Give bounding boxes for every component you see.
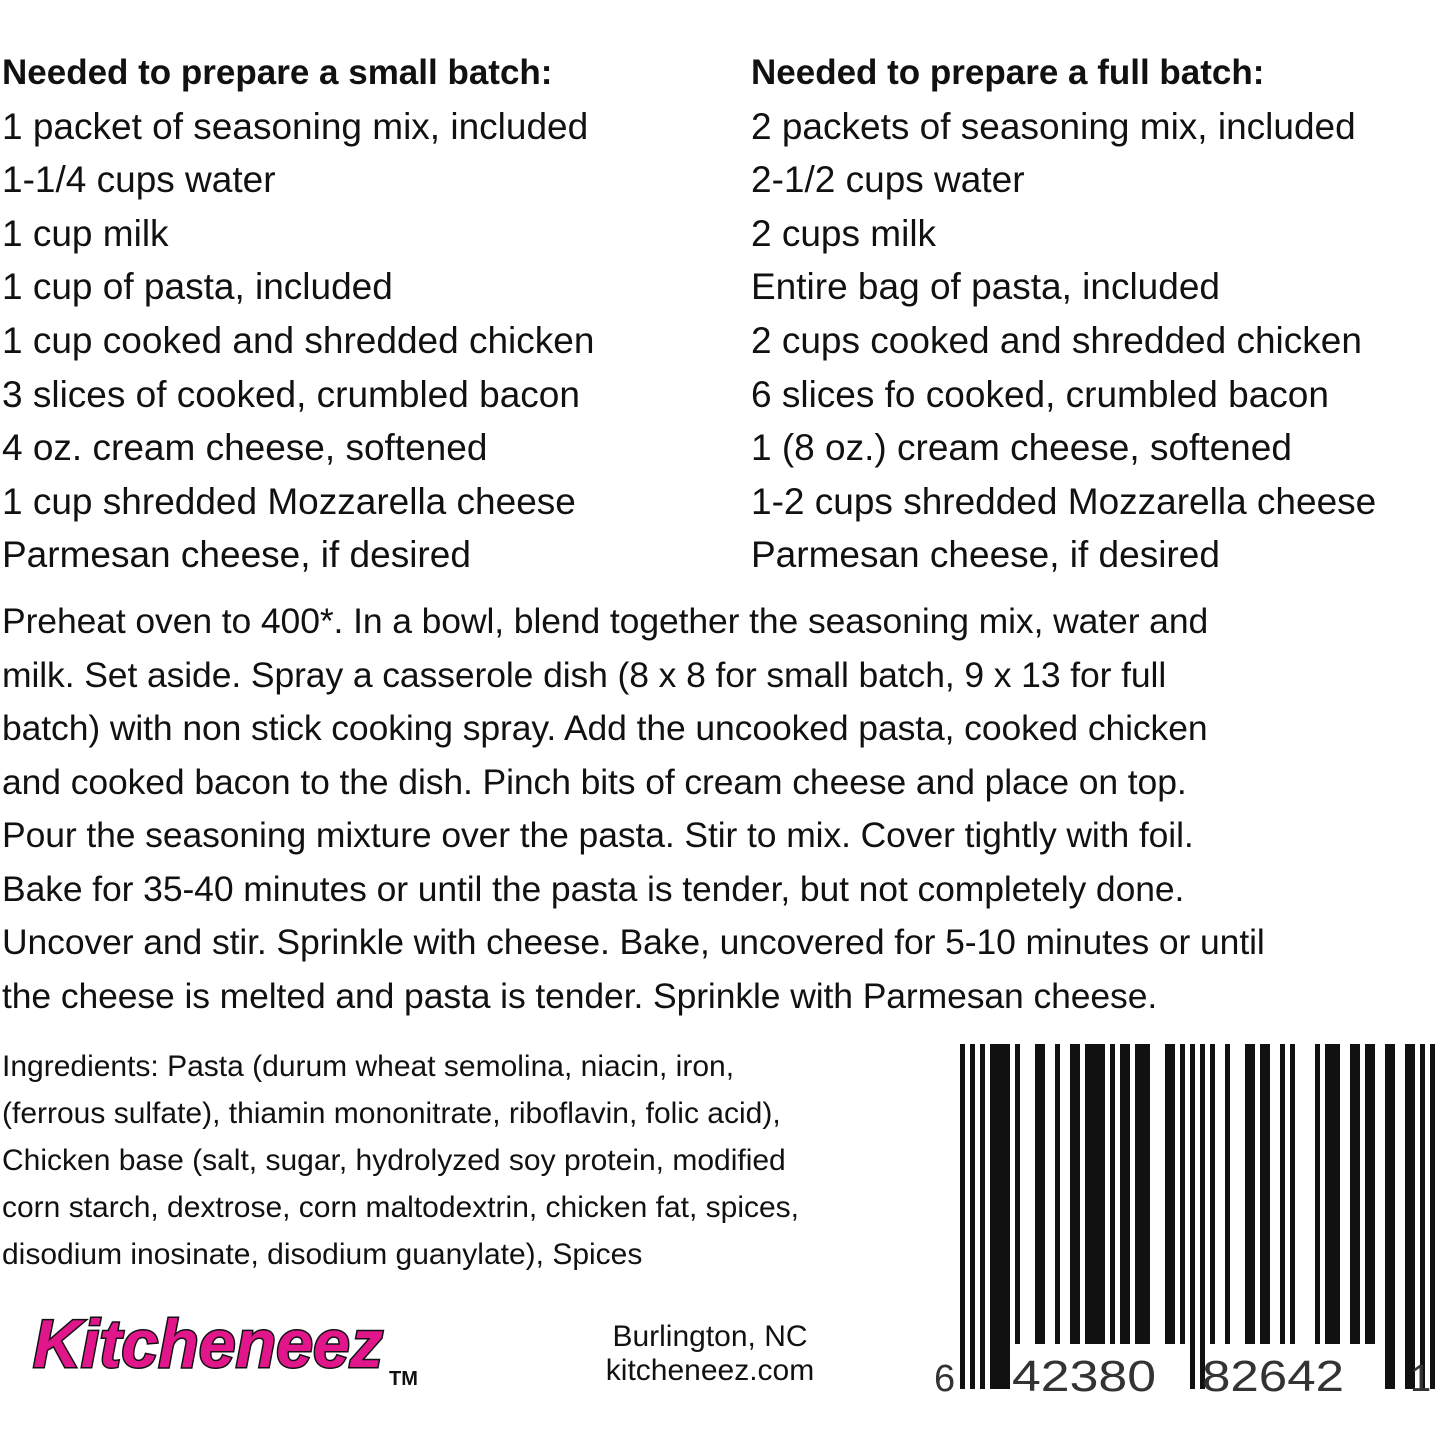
barcode-guard-bar — [1390, 1044, 1395, 1389]
directions-line: Bake for 35-40 minutes or until the pasta is tender, but not completely done. — [2, 868, 1185, 909]
directions-line: Preheat oven to 400*. In a bowl, blend together the seasoning mix, water and — [2, 601, 1209, 641]
full-batch-item: 6 slices fo cooked, crumbled bacon — [751, 373, 1329, 415]
barcode-bar — [1330, 1044, 1335, 1344]
ingredients-line: disodium inosinate, disodium guanylate), Spices — [2, 1238, 643, 1271]
full-batch-item: 2 cups cooked and shredded chicken — [751, 319, 1362, 361]
full-batch-item: Parmesan cheese, if desired — [751, 534, 1220, 576]
small-batch-item: 3 slices of cooked, crumbled bacon — [2, 373, 580, 415]
small-batch-item: 1 cup shredded Mozzarella cheese — [2, 480, 576, 522]
small-batch-item: 1 cup milk — [2, 212, 169, 254]
directions-paragraph — [2, 595, 1443, 1023]
full-batch-item: 2 packets of seasoning mix, included — [751, 105, 1356, 147]
ingredients-line: Ingredients: Pasta (durum wheat semolina, niacin, iron, — [2, 1050, 735, 1083]
barcode-bar — [1035, 1044, 1040, 1344]
barcode-bar — [1140, 1044, 1145, 1344]
barcode-guard-bar — [970, 1044, 975, 1389]
barcode-bar — [1095, 1044, 1100, 1344]
small-batch-item: 4 oz. cream cheese, softened — [2, 427, 488, 469]
company-address — [560, 1320, 860, 1388]
small-batch-column — [2, 46, 742, 582]
directions-line: milk. Set aside. Spray a casserole dish (8 x 8 for small batch, 9 x 13 for full — [2, 654, 1167, 695]
barcode-bar — [1315, 1044, 1320, 1344]
address-website: kitcheneez.com — [605, 1354, 815, 1387]
ingredients-list — [2, 1043, 942, 1278]
barcode-bar — [1170, 1044, 1175, 1344]
barcode-bar — [1210, 1044, 1215, 1344]
barcode-bar — [1110, 1044, 1115, 1344]
barcode-bar — [1090, 1044, 1095, 1344]
small-batch-item: 1 cup of pasta, included — [2, 266, 393, 308]
directions-line: Uncover and stir. Sprinkle with cheese. Bake, uncovered for 5-10 minutes or until — [2, 922, 1265, 962]
barcode-guard-bar — [1410, 1044, 1415, 1389]
barcode-bar — [1280, 1044, 1285, 1344]
full-batch-heading: Needed to prepare a full batch: — [751, 53, 1265, 92]
address-city: Burlington, NC — [612, 1320, 808, 1353]
barcode-bar — [1225, 1044, 1230, 1344]
barcode-guard-bar — [1200, 1044, 1205, 1389]
upc-barcode — [920, 1044, 1440, 1414]
barcode-bar — [1260, 1044, 1265, 1344]
barcode-bar — [1040, 1044, 1045, 1344]
barcode-bar — [1370, 1044, 1375, 1344]
barcode-bar — [1350, 1044, 1355, 1344]
barcode-guard-bar — [960, 1044, 965, 1389]
small-batch-item: 1 cup cooked and shredded chicken — [2, 319, 595, 361]
directions-line: the cheese is melted and pasta is tender. Sprinkle with Parmesan cheese. — [2, 975, 1158, 1016]
small-batch-item: 1 packet of seasoning mix, included — [2, 105, 589, 147]
full-batch-item: 1 (8 oz.) cream cheese, softened — [751, 427, 1292, 469]
barcode-bar — [1125, 1044, 1130, 1344]
barcode-guard-bar — [990, 1044, 995, 1389]
barcode-bar — [1250, 1044, 1255, 1344]
directions-line: Pour the seasoning mixture over the pasta. Stir to mix. Cover tightly with foil. — [2, 815, 1194, 855]
barcode-guard-bar — [1190, 1044, 1195, 1389]
barcode-left-group: 42380 — [1012, 1352, 1156, 1401]
barcode-bar — [1335, 1044, 1340, 1344]
barcode-bar — [1290, 1044, 1295, 1344]
full-batch-item: 1-2 cups shredded Mozzarella cheese — [751, 480, 1377, 522]
barcode-check-digit: 1 — [1410, 1358, 1432, 1400]
ingredients-line: Chicken base (salt, sugar, hydrolyzed soy protein, modified — [2, 1144, 786, 1177]
barcode-bar — [1085, 1044, 1090, 1344]
kitcheneez-logo — [27, 1295, 427, 1395]
full-batch-item: Entire bag of pasta, included — [751, 266, 1220, 308]
barcode-bar — [1145, 1044, 1150, 1344]
ingredients-line: (ferrous sulfate), thiamin mononitrate, riboflavin, folic acid), — [2, 1097, 781, 1130]
trademark-mark: TM — [389, 1368, 418, 1390]
barcode-guard-bar — [1405, 1044, 1410, 1389]
barcode-guard-bar — [995, 1044, 1000, 1389]
barcode-bar — [1265, 1044, 1270, 1344]
barcode-guard-bar — [980, 1044, 985, 1389]
ingredients-line: corn starch, dextrose, corn maltodextrin, chicken fat, spices, — [2, 1191, 800, 1224]
barcode-right-group: 82642 — [1202, 1352, 1344, 1401]
directions-line: batch) with non stick cooking spray. Add the uncooked pasta, cooked chicken — [2, 708, 1208, 748]
barcode-bar — [1070, 1044, 1075, 1344]
barcode-guard-bar — [1420, 1044, 1425, 1389]
barcode-guard-bar — [1385, 1044, 1390, 1389]
barcode-bar — [1365, 1044, 1370, 1344]
barcode-bar — [1325, 1044, 1330, 1344]
logo-wordmark: Kitcheneez — [33, 1306, 383, 1382]
barcode-bar — [1245, 1044, 1250, 1344]
barcode-guard-bar — [1000, 1044, 1005, 1389]
barcode-bar — [1180, 1044, 1185, 1344]
barcode-bar — [1015, 1044, 1020, 1344]
full-batch-item: 2 cups milk — [751, 212, 937, 254]
barcode-guard-bar — [1005, 1044, 1010, 1389]
barcode-bar — [1120, 1044, 1125, 1344]
directions-line: and cooked bacon to the dish. Pinch bits of cream cheese and place on top. — [2, 761, 1187, 802]
small-batch-item: 1-1/4 cups water — [2, 159, 276, 201]
barcode-bar — [1075, 1044, 1080, 1344]
barcode-bar — [1055, 1044, 1060, 1344]
barcode-bar — [1135, 1044, 1140, 1344]
barcode-first-digit: 6 — [934, 1358, 956, 1400]
full-batch-item: 2-1/2 cups water — [751, 159, 1025, 201]
small-batch-heading: Needed to prepare a small batch: — [2, 53, 553, 92]
barcode-bar — [1355, 1044, 1360, 1344]
barcode-guard-bar — [1430, 1044, 1435, 1389]
small-batch-item: Parmesan cheese, if desired — [2, 534, 471, 576]
full-batch-column — [751, 46, 1441, 582]
barcode-bar — [1165, 1044, 1170, 1344]
barcode-bar — [1100, 1044, 1105, 1344]
